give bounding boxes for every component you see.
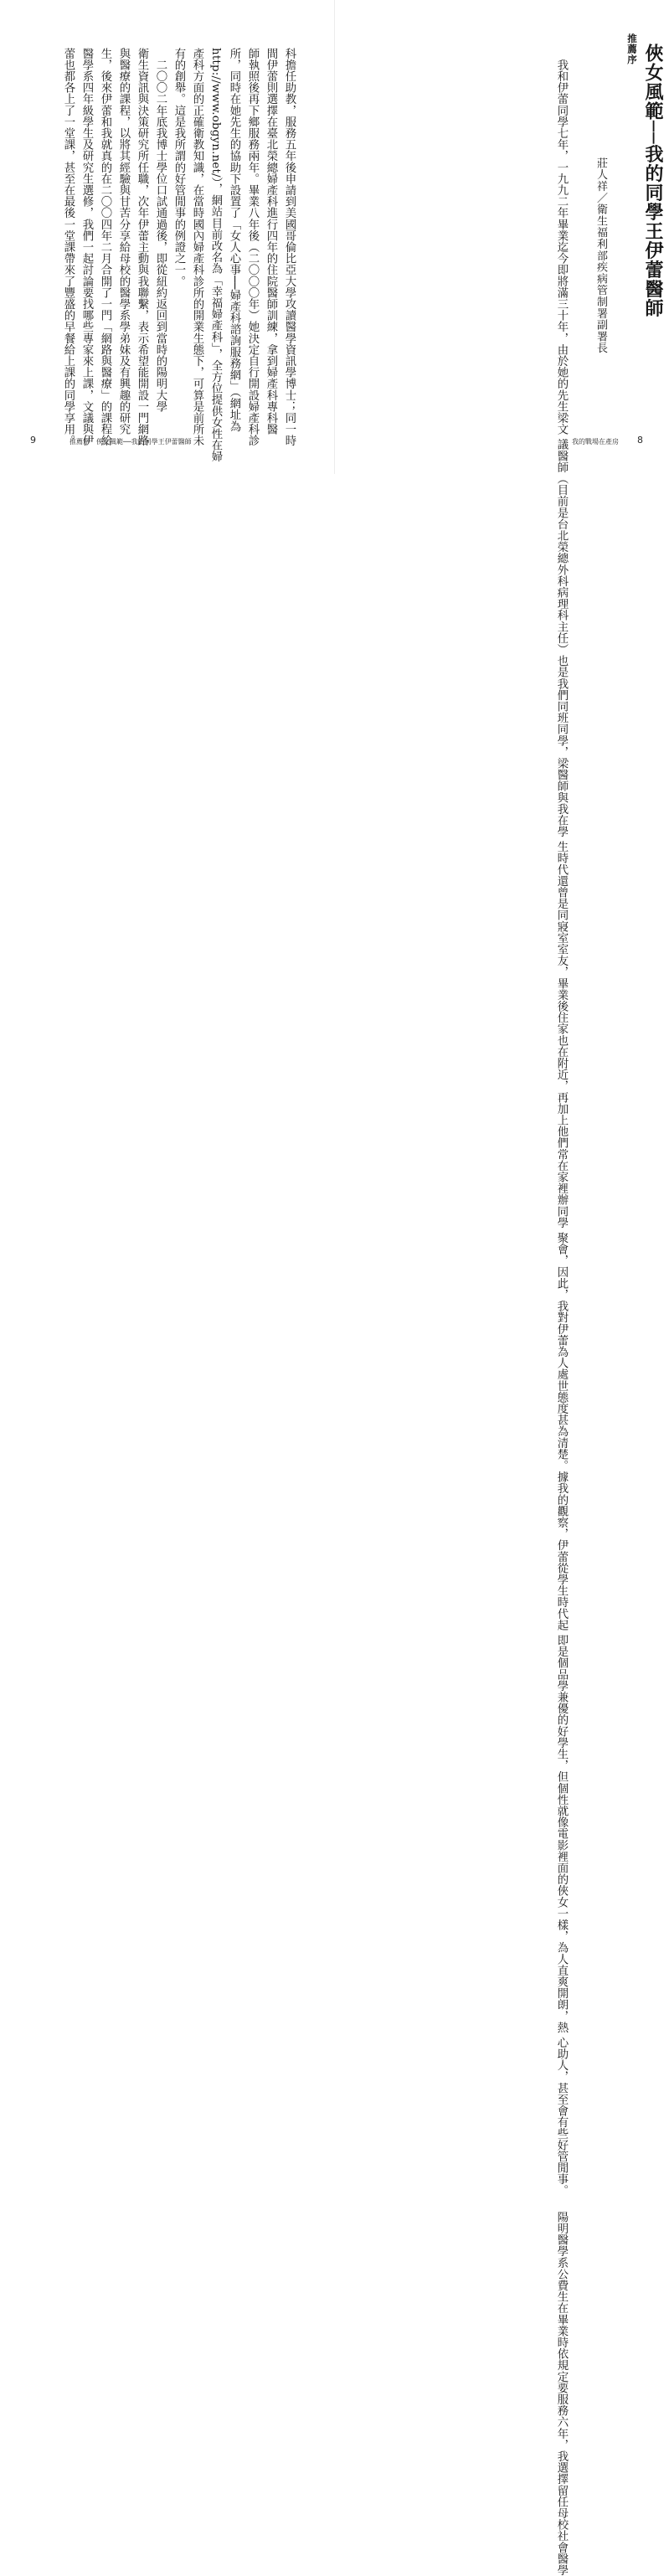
section-label: 推薦序 xyxy=(626,33,638,65)
left-body-column: 醫學系四年級學生及研究生選修，我們一起討論要找哪些專家來上課，文議與伊 xyxy=(80,48,93,446)
left-page xyxy=(0,0,334,474)
left-body-column: 與醫療的課程，以將其經驗與甘苦分享給母校的醫學系學弟妹及有興趣的研究 xyxy=(117,48,130,435)
right-body-column: 心助人，甚至會有些好管閒事。 xyxy=(555,2037,568,2197)
author-byline: 莊人祥／衛生福利部疾病管制署副署長 xyxy=(594,157,607,354)
left-page-number: 9 xyxy=(30,435,36,446)
left-running-head: 推薦序 俠女風範──我的同學王伊蕾醫師 xyxy=(69,438,192,446)
left-body-column: 所，同時在她先生的協助下設置了「女人心事──婦產科諮詢服務網」（網址為 xyxy=(228,48,240,432)
left-body-column: 二〇〇二年底我博士學位口試通過後，即從紐約返回到當時的陽明大學 xyxy=(154,48,167,413)
left-body-column: 生，後來伊蕾和我就真的在二〇〇四年二月合開了一門「網路與醫療」的課程給 xyxy=(99,48,111,446)
left-body-column: 師執照後再下鄉服務兩年。畢業八年後（二〇〇〇年）她決定自行開設婦產科診 xyxy=(246,48,259,446)
left-body-column: 科擔任助教，服務五年後申請到美國哥倫比亞大學攻讀醫學資訊學博士；同一時 xyxy=(283,48,296,446)
chapter-title: 俠女風範──我的同學王伊蕾醫師 xyxy=(642,44,663,318)
left-body-column: 蕾也都各上了一堂課，甚至在最後一堂課帶來了豐盛的早餐給上課的同學享用。 xyxy=(62,48,75,446)
right-page-body xyxy=(552,48,570,2576)
right-body-column: 聚會，因此，我對伊蕾為人處世態度甚為清楚。據我的觀察，伊蕾從學生時代起 xyxy=(555,1232,568,1631)
right-running-head: 我的戰場在產房 xyxy=(572,438,619,446)
right-body-column: 我和伊蕾同學七年，一九九二年畢業迄今即將滿三十年，由於她的先生梁文 xyxy=(555,48,568,435)
right-body-column: 即是個品學兼優的好學生，但個性就像電影裡面的俠女一樣，為人直爽開朗，熱 xyxy=(555,1634,568,2033)
left-body-column: 間伊蕾則選擇在臺北榮總婦產科進行四年的住院醫師訓練，拿到婦產科專科醫 xyxy=(265,48,277,435)
right-body-column: 陽明醫學系公費生在畢業時依規定要服務六年，我選擇留任母校社會醫學 xyxy=(555,2200,568,2576)
right-body-column: 生時代還曾是同寢室室友，畢業後住家也在附近，再加上他們常在家裡辦同學 xyxy=(555,841,568,1229)
right-body-column: 議醫師（目前是台北榮總外科病理科主任）也是我們同班同學，梁醫師與我在學 xyxy=(555,438,568,837)
left-body-column: http://www.obgyn.net/），網站目前改名為「幸福婦產科」，全方位提供女性在婦 xyxy=(209,48,222,463)
left-body-column: 產科方面的正確衛教知識，在當時國內婦產科診所的開業生態下，可算是前所未 xyxy=(191,48,203,446)
right-page xyxy=(335,0,669,2576)
left-body-column: 有的創舉。這是我所謂的好管閒事的例證之一。 xyxy=(172,48,185,287)
right-page-number: 8 xyxy=(637,435,643,446)
left-body-column: 衛生資訊與決策研究所任職，次年伊蕾主動與我聯繫，表示希望能開設一門網路 xyxy=(136,48,148,446)
